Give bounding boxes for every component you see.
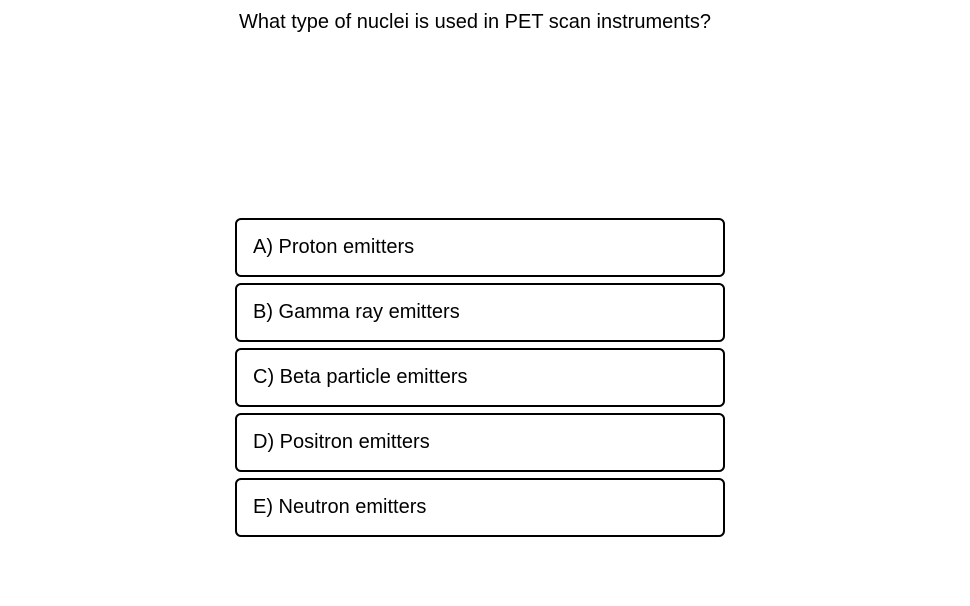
option-b-button[interactable] bbox=[235, 283, 725, 342]
question-text: What type of nuclei is used in PET scan instruments? bbox=[238, 11, 712, 33]
option-a-label: A) Proton emitters bbox=[253, 236, 415, 258]
option-e-label: E) Neutron emitters bbox=[253, 496, 427, 518]
option-d-button[interactable] bbox=[235, 413, 725, 472]
option-c-button[interactable] bbox=[235, 348, 725, 407]
option-b-label: B) Gamma ray emitters bbox=[253, 301, 460, 323]
option-e-button[interactable] bbox=[235, 478, 725, 537]
answer-options bbox=[235, 218, 725, 543]
option-d-label: D) Positron emitters bbox=[253, 431, 430, 453]
option-c-label: C) Beta particle emitters bbox=[253, 366, 468, 388]
option-a-button[interactable] bbox=[235, 218, 725, 277]
